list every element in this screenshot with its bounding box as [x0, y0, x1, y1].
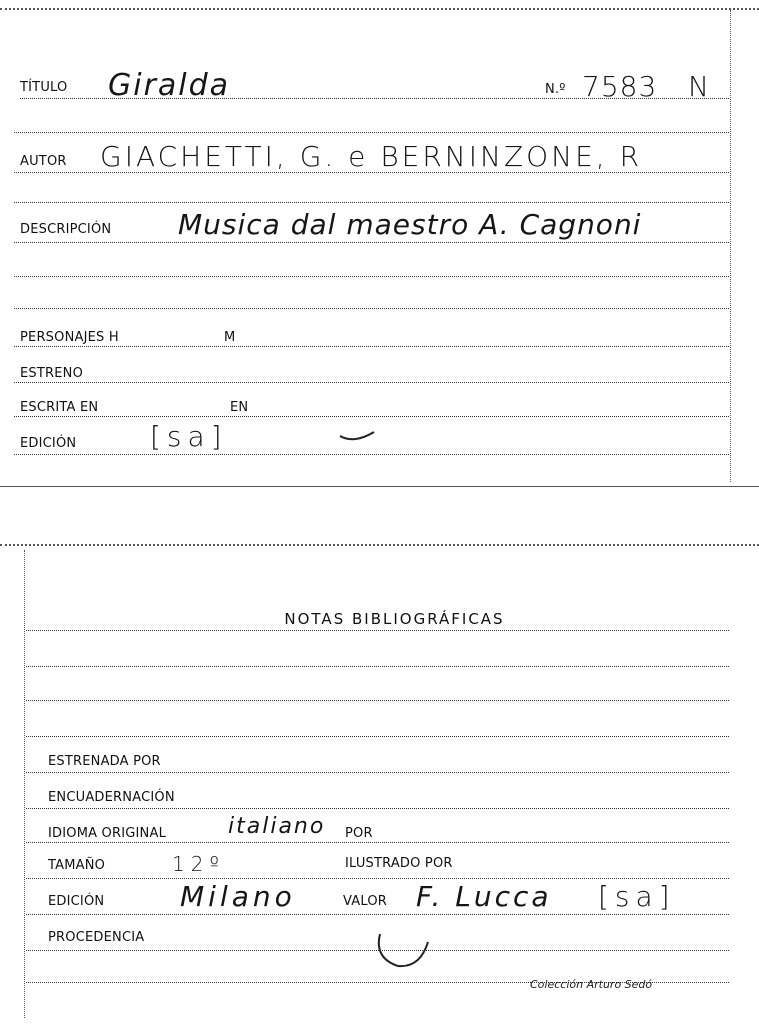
edicion-back-label: EDICIÓN: [48, 894, 105, 909]
titulo-value: Giralda: [108, 68, 231, 103]
rule-personajes: [14, 346, 729, 347]
rule-blank-3: [14, 276, 729, 277]
rule-estreno: [14, 382, 729, 383]
ink-mark-icon: [338, 428, 378, 444]
rule-edicion: [14, 454, 729, 455]
personajes-label: PERSONAJES H: [20, 330, 119, 345]
idioma-value: italiano: [228, 814, 326, 839]
descripcion-value: Musica dal maestro A. Cagnoni: [178, 208, 642, 241]
personajes-m-label: M: [224, 330, 236, 345]
rule-blank-2: [14, 202, 729, 203]
rule-encuadernacion: [26, 808, 729, 809]
rule-tamano: [26, 878, 729, 879]
card-bottom-edge: [0, 486, 759, 487]
rule-autor: [14, 172, 729, 173]
tamano-label: TAMAÑO: [48, 858, 106, 873]
rule-idioma: [26, 842, 729, 843]
rule-procedencia: [26, 950, 729, 951]
valor-value: F. Lucca: [416, 880, 552, 913]
rule-edicion-back: [26, 914, 729, 915]
estreno-label: ESTRENO: [20, 366, 84, 381]
encuadernacion-label: ENCUADERNACIÓN: [48, 790, 175, 805]
notas-heading: NOTAS BIBLIOGRÁFICAS: [284, 610, 505, 628]
ilustrado-label: ILUSTRADO POR: [345, 856, 453, 871]
rule-escrita: [14, 416, 729, 417]
rule-notes-3: [26, 736, 729, 737]
coleccion-stamp: Colección Arturo Sedó: [530, 978, 653, 991]
escrita-label: ESCRITA EN: [20, 400, 99, 415]
rule-descripcion: [14, 242, 729, 243]
rule-notes-1: [26, 666, 729, 667]
rule-titulo: [20, 98, 729, 99]
card-top-edge-back: [0, 544, 759, 550]
descripcion-label: DESCRIPCIÓN: [20, 222, 112, 237]
card-top-edge: [0, 8, 759, 14]
rule-blank-1: [14, 132, 729, 133]
edicion-value: [sa]: [150, 420, 228, 453]
numero-suffix: N: [688, 70, 710, 103]
numero-value: 7583: [582, 70, 658, 103]
rule-notes-2: [26, 700, 729, 701]
rule-blank-4: [14, 308, 729, 309]
edicion-back-value: Milano: [180, 880, 296, 913]
valor-extra: [sa]: [598, 880, 676, 913]
rule-estrenada: [26, 772, 729, 773]
numero-label: N.º: [545, 82, 566, 97]
autor-value: GIACHETTI, G. e BERNINZONE, R: [100, 140, 643, 173]
titulo-label: TÍTULO: [20, 80, 68, 95]
rule-heading: [26, 630, 729, 631]
autor-label: AUTOR: [20, 154, 67, 169]
escrita-en-label: EN: [230, 400, 249, 415]
card-left-edge: [24, 550, 25, 1018]
catalog-card-front: [0, 0, 759, 492]
procedencia-label: PROCEDENCIA: [48, 930, 145, 945]
idioma-por-label: POR: [345, 826, 373, 841]
tamano-value: 12º: [172, 852, 225, 876]
idioma-label: IDIOMA ORIGINAL: [48, 826, 167, 841]
card-right-edge: [730, 10, 731, 482]
catalog-card-back: [0, 540, 759, 1028]
valor-label: VALOR: [343, 894, 387, 909]
estrenada-label: ESTRENADA POR: [48, 754, 161, 769]
edicion-label: EDICIÓN: [20, 436, 77, 451]
